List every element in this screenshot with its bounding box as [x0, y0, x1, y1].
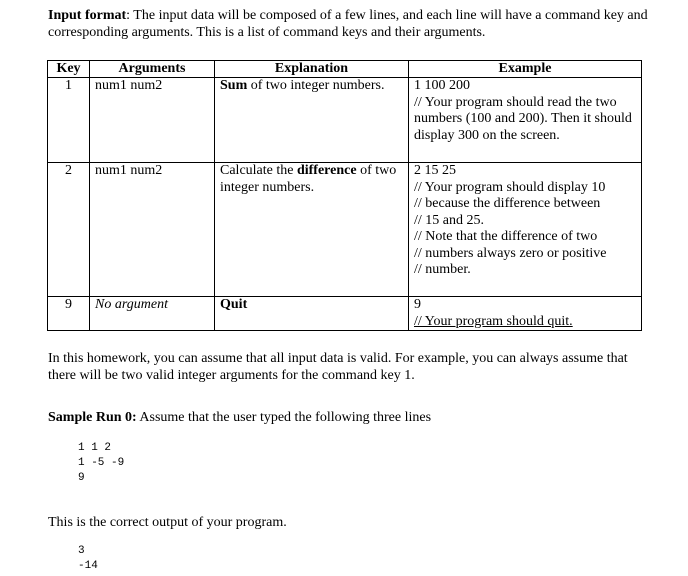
table-row — [48, 297, 642, 331]
example-comment: // numbers always zero or positive — [414, 245, 607, 261]
explanation-cell — [215, 78, 409, 163]
explanation-text: of two integer numbers. — [220, 163, 397, 195]
input-format-text: : The input data will be composed of a few lines, and each line will have a command key and corresponding arguments. This is a list of command keys and their arguments. — [48, 8, 648, 40]
sample-run-label: Sample Run 0: — [48, 410, 137, 425]
key-cell: 1 — [48, 78, 90, 163]
explanation-keyword: difference — [296, 163, 357, 178]
table-header-row — [48, 61, 642, 78]
arguments-cell: num1 num2 — [90, 163, 215, 297]
sample-run-paragraph — [48, 409, 658, 426]
sample-input-code: 1 1 2 1 -5 -9 9 — [78, 442, 125, 484]
example-cell — [409, 297, 642, 331]
command-table — [47, 60, 642, 331]
arguments-cell: num1 num2 — [90, 78, 215, 163]
example-comment: // Your program should read the two numbers (100 and 200). Then it should display 300 on the screen. — [414, 94, 632, 143]
explanation-cell — [215, 163, 409, 297]
valid-input-paragraph: In this homework, you can assume that all input data is valid. For example, you can always assume that there will be two valid integer arguments for the command key 1. — [48, 351, 628, 383]
header-example: Example — [409, 61, 642, 78]
table-row — [48, 78, 642, 163]
header-key: Key — [48, 61, 90, 78]
arguments-cell: No argument — [90, 297, 215, 331]
example-cell — [409, 163, 642, 297]
sample-run-text: Assume that the user typed the following three lines — [136, 410, 432, 425]
explanation-prefix: Calculate the — [220, 163, 297, 178]
key-cell: 9 — [48, 297, 90, 331]
input-format-label: Input format — [48, 8, 127, 23]
correct-output-paragraph: This is the correct output of your program. — [48, 515, 287, 530]
explanation-cell — [215, 297, 409, 331]
explanation-text: of two integer numbers. — [247, 78, 385, 93]
sample-output-code: 3 -14 — [78, 545, 98, 572]
example-cell — [409, 78, 642, 163]
example-comment: // Note that the difference of two — [414, 229, 598, 244]
explanation-keyword: Sum — [220, 78, 248, 93]
header-arguments: Arguments — [90, 61, 215, 78]
table-row — [48, 163, 642, 297]
example-comment: // number. — [414, 262, 471, 277]
explanation-keyword: Quit — [220, 297, 248, 312]
example-command: 9 — [414, 297, 421, 312]
input-format-paragraph — [48, 7, 658, 41]
header-explanation: Explanation — [215, 61, 409, 78]
key-cell: 2 — [48, 163, 90, 297]
example-comment: // Your program should quit. — [414, 313, 573, 329]
example-comment: // because the difference between — [414, 196, 601, 211]
example-comment: // 15 and 25. — [414, 212, 484, 228]
example-command: 1 100 200 — [414, 78, 470, 93]
example-comment: // Your program should display 10 — [414, 179, 606, 195]
example-command: 2 15 25 — [414, 163, 456, 178]
